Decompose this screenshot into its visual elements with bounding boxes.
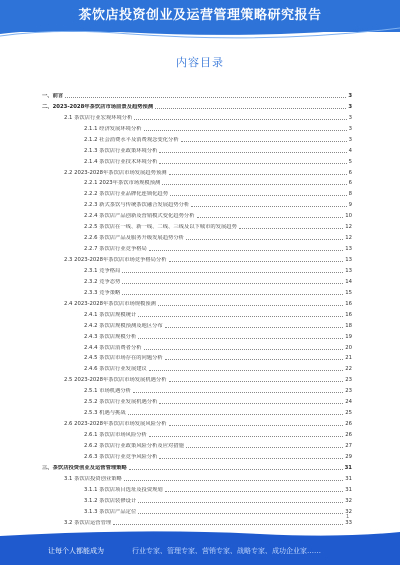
toc-entry-page: 33 [345,519,352,526]
toc-entry-page: 16 [345,311,352,318]
toc-leader-dots [159,163,346,164]
toc-entry[interactable] [40,515,352,526]
toc-entry[interactable] [40,263,352,274]
toc-leader-dots [155,108,346,109]
toc-leader-dots [138,502,343,503]
toc-leader-dots [165,327,344,328]
toc-leader-dots [122,272,343,273]
toc-entry-label: 3.1 茶饮店投资创业策略 [64,475,122,482]
toc-entry-page: 21 [345,355,352,362]
toc-entry-page: 12 [345,235,352,242]
toc-entry-label: 2.4.1 茶饮店规模统计 [84,311,137,318]
toc-leader-dots [165,491,344,492]
toc-entry-page: 23 [345,388,352,395]
toc-entry-page: 29 [345,453,352,460]
toc-leader-dots [138,338,343,339]
toc-entry-page: 9 [348,202,352,209]
toc-leader-dots [158,305,343,306]
toc-entry-label: 2.3.3 竞争策略 [84,289,121,296]
toc-entry-page: 26 [345,421,352,428]
toc-entry-page: 31 [345,475,352,482]
footer-roles: 行业专家、管理专家、营销专家、战略专家、成功企业家…… [132,547,321,555]
toc-entry[interactable] [40,143,352,154]
toc-entry-label: 2.5.1 市场机遇分析 [84,388,131,395]
toc-leader-dots [170,195,347,196]
toc-leader-dots [181,141,347,142]
toc-entry[interactable] [40,394,352,405]
toc-entry-page: 27 [345,442,352,449]
toc-leader-dots [128,414,344,415]
toc-leader-dots [197,217,344,218]
toc-leader-dots [191,206,346,207]
toc-leader-dots [159,458,343,459]
toc-entry[interactable] [40,208,352,219]
toc-heading: 内容目录 [176,56,224,69]
toc-entry-page: 4 [348,147,352,154]
toc-entry-label: 2.4 2023-2028年茶饮店市场规模预测 [64,300,156,307]
toc-entry-page: 31 [344,464,352,471]
toc-entry-label: 2.3.1 竞争格局 [84,267,121,274]
toc-entry-label: 2.2.7 茶饮店行业竞争格局 [84,246,147,253]
toc-entry-page: 20 [345,344,352,351]
toc-entry-page: 18 [345,322,352,329]
report-title: 茶饮店投资创业及运营管理策略研究报告 [78,8,322,23]
toc-entry-label: 2.6.3 茶饮店行业竞争风险分析 [84,453,158,460]
toc-entry[interactable] [40,482,352,493]
toc-leader-dots [124,480,343,481]
toc-entry-label: 3.1.2 茶饮店装修设计 [84,497,137,504]
toc-entry[interactable] [40,88,352,99]
toc-entry-label: 2.2.4 茶饮店产品创新及营销模式变化趋势分析 [84,213,195,220]
toc-entry-page: 16 [345,300,352,307]
toc-entry[interactable] [40,285,352,296]
toc-entry-page: 5 [348,158,352,165]
toc-entry[interactable] [40,121,352,132]
toc-entry[interactable] [40,219,352,230]
toc-leader-dots [65,97,346,98]
toc-leader-dots [144,130,347,131]
toc-leader-dots [169,174,347,175]
toc-entry-page: 3 [348,136,352,143]
toc-leader-dots [122,294,343,295]
toc-entry-label: 2.1 茶饮店行业宏观环境分析 [64,114,133,121]
toc-entry[interactable] [40,405,352,416]
toc-entry[interactable] [40,504,352,515]
toc-leader-dots [134,119,346,120]
toc-leader-dots [165,359,344,360]
toc-entry-label: 2.1.3 茶饮店行业政策环境分析 [84,147,158,154]
toc-entry-page: 24 [345,399,352,406]
toc-leader-dots [133,392,343,393]
toc-entry-label: 2.5 2023-2028年茶饮店市场发展机遇分析 [64,377,167,384]
toc-entry-label: 2.6.2 茶饮店行业政策风险分析及应对措施 [84,442,184,449]
toc-entry[interactable] [40,340,352,351]
toc-entry-label: 二、2023-2028年茶饮店市场前景及趋势预测 [42,103,154,110]
toc-leader-dots [239,228,343,229]
toc-entry[interactable] [40,383,352,394]
toc-entry-page: 3 [348,125,352,132]
toc-leader-dots [186,239,343,240]
toc-entry-page: 25 [345,410,352,417]
toc-entry[interactable] [40,230,352,241]
toc-entry[interactable] [40,351,352,362]
toc-leader-dots [149,370,343,371]
toc-entry[interactable] [40,154,352,165]
toc-entry-label: 2.6.1 茶饮店市场风险分析 [84,432,147,438]
toc-entry-label: 2.3.2 竞争态势 [84,278,121,285]
toc-entry[interactable] [40,318,352,329]
toc-entry-label: 2.3 2023-2028年茶饮店市场竞争格局分析 [64,257,167,263]
toc-entry-page: 15 [345,289,352,296]
toc-leader-dots [113,524,343,525]
toc-entry[interactable] [40,427,352,438]
toc-entry-page: 12 [345,224,352,231]
toc-entry-label: 2.6 2023-2028年茶饮店市场发展风险分析 [64,421,167,428]
toc-entry[interactable] [40,296,352,307]
page-number: 1 [346,514,350,520]
toc-entry-page: 13 [345,267,352,274]
toc-entry[interactable] [40,471,352,482]
toc-leader-dots [159,403,343,404]
toc-entry-label: 2.2.2 茶饮店行业品牌化连锁化趋势 [84,191,169,198]
toc-entry-label: 2.5.3 机遇与挑战 [84,410,126,417]
toc-entry-label: 2.2 2023-2028年茶饮店市场发展趋势预测 [64,169,167,176]
toc-leader-dots [138,316,343,317]
toc-entry[interactable] [40,165,352,176]
toc-entry[interactable] [40,110,352,121]
toc-entry-label: 2.4.5 茶饮店市场存在的问题分析 [84,355,163,362]
toc-entry-label: 2.2.6 茶饮店产品及服务升级发展趋势分析 [84,235,184,242]
toc-leader-dots [149,436,343,437]
toc-entry[interactable] [40,372,352,383]
toc-entry-label: 2.1.1 经济发展环境分析 [84,125,142,132]
toc-entry[interactable] [40,438,352,449]
toc-entry[interactable] [40,361,352,372]
toc-entry[interactable] [40,449,352,460]
toc-entry[interactable] [40,329,352,340]
toc-entry-label: 2.4.4 茶饮店消费者分析 [84,344,142,351]
toc-leader-dots [122,283,343,284]
toc-entry-label: 2.1.4 茶饮店行业技术环境分析 [84,158,158,165]
toc-leader-dots [149,250,343,251]
toc-entry-label: 2.4.3 茶饮店规模分析 [84,333,137,340]
toc-entry[interactable] [40,416,352,427]
toc-entry[interactable] [40,460,352,471]
toc-entry[interactable] [40,252,352,263]
toc-entry-page: 19 [345,333,352,340]
toc-leader-dots [144,349,344,350]
toc-entry-label: 3.1.3 茶饮店产品定位 [84,508,137,515]
toc-entry-page: 13 [345,257,352,263]
toc-entry-label: 3.1.1 茶饮店项目选址及投资规划 [84,486,163,493]
toc-entry-label: 2.4.6 茶饮店行业发展建议 [84,366,147,373]
toc-entry-label: 2.1.2 社会消费水平及消费观念变化分析 [84,136,179,143]
toc-entry[interactable] [40,176,352,187]
toc-entry-page: 6 [348,169,352,176]
toc-leader-dots [138,513,343,514]
toc-entry-page: 32 [345,497,352,504]
toc-leader-dots [169,381,344,382]
toc-leader-dots [129,469,343,470]
toc-entry-page: 3 [348,92,352,99]
toc-entry-page: 26 [345,432,352,438]
toc-entry-page: 22 [345,366,352,373]
toc-entry-page: 6 [348,180,352,187]
toc-entry-label: 2.5.2 茶饮店行业发展机遇分析 [84,399,158,406]
toc-leader-dots [162,184,346,185]
toc-leader-dots [169,425,344,426]
toc-entry-label: 2.2.1 2023年茶饮市场规模预测 [84,180,161,187]
toc-leader-dots [186,447,343,448]
toc-entry-page: 32 [345,508,352,515]
toc-entry-label: 2.2.3 新式茶饮与传统茶饮融合发展趋势分析 [84,202,190,209]
toc-entry[interactable] [40,132,352,143]
toc-entry-page: 3 [348,103,352,110]
toc-entry-page: 13 [345,246,352,253]
toc-entry-label: 3.2 茶饮店运营管理 [64,519,112,526]
toc-entry-page: 10 [345,213,352,220]
toc-entry-page: 31 [345,486,352,493]
toc-entry-label: 2.4.2 茶饮店规模预测及地区分布 [84,322,163,329]
toc-entry[interactable] [40,274,352,285]
footer-slogan: 让每个人都能成为 [48,547,104,555]
toc-entry-label: 三、茶饮店投资创业及运营管理策略 [42,464,127,471]
toc-leader-dots [159,152,346,153]
toc-entry[interactable] [40,307,352,318]
toc-entry-page: 3 [348,114,352,121]
toc-entry[interactable] [40,241,352,252]
toc-leader-dots [169,261,344,262]
toc-entry-label: 2.2.5 茶饮店在一线、新一线、二线、三线及以下城市的发展趋势 [84,224,237,231]
toc-entry-page: 14 [345,278,352,285]
toc-entry-page: 8 [348,191,352,198]
toc-entry-page: 23 [345,377,352,384]
toc-entry[interactable] [40,493,352,504]
toc-entry[interactable] [40,186,352,197]
table-of-contents [40,88,352,526]
toc-entry[interactable] [40,99,352,110]
toc-entry-label: 一、前言 [42,92,64,99]
toc-entry[interactable] [40,197,352,208]
